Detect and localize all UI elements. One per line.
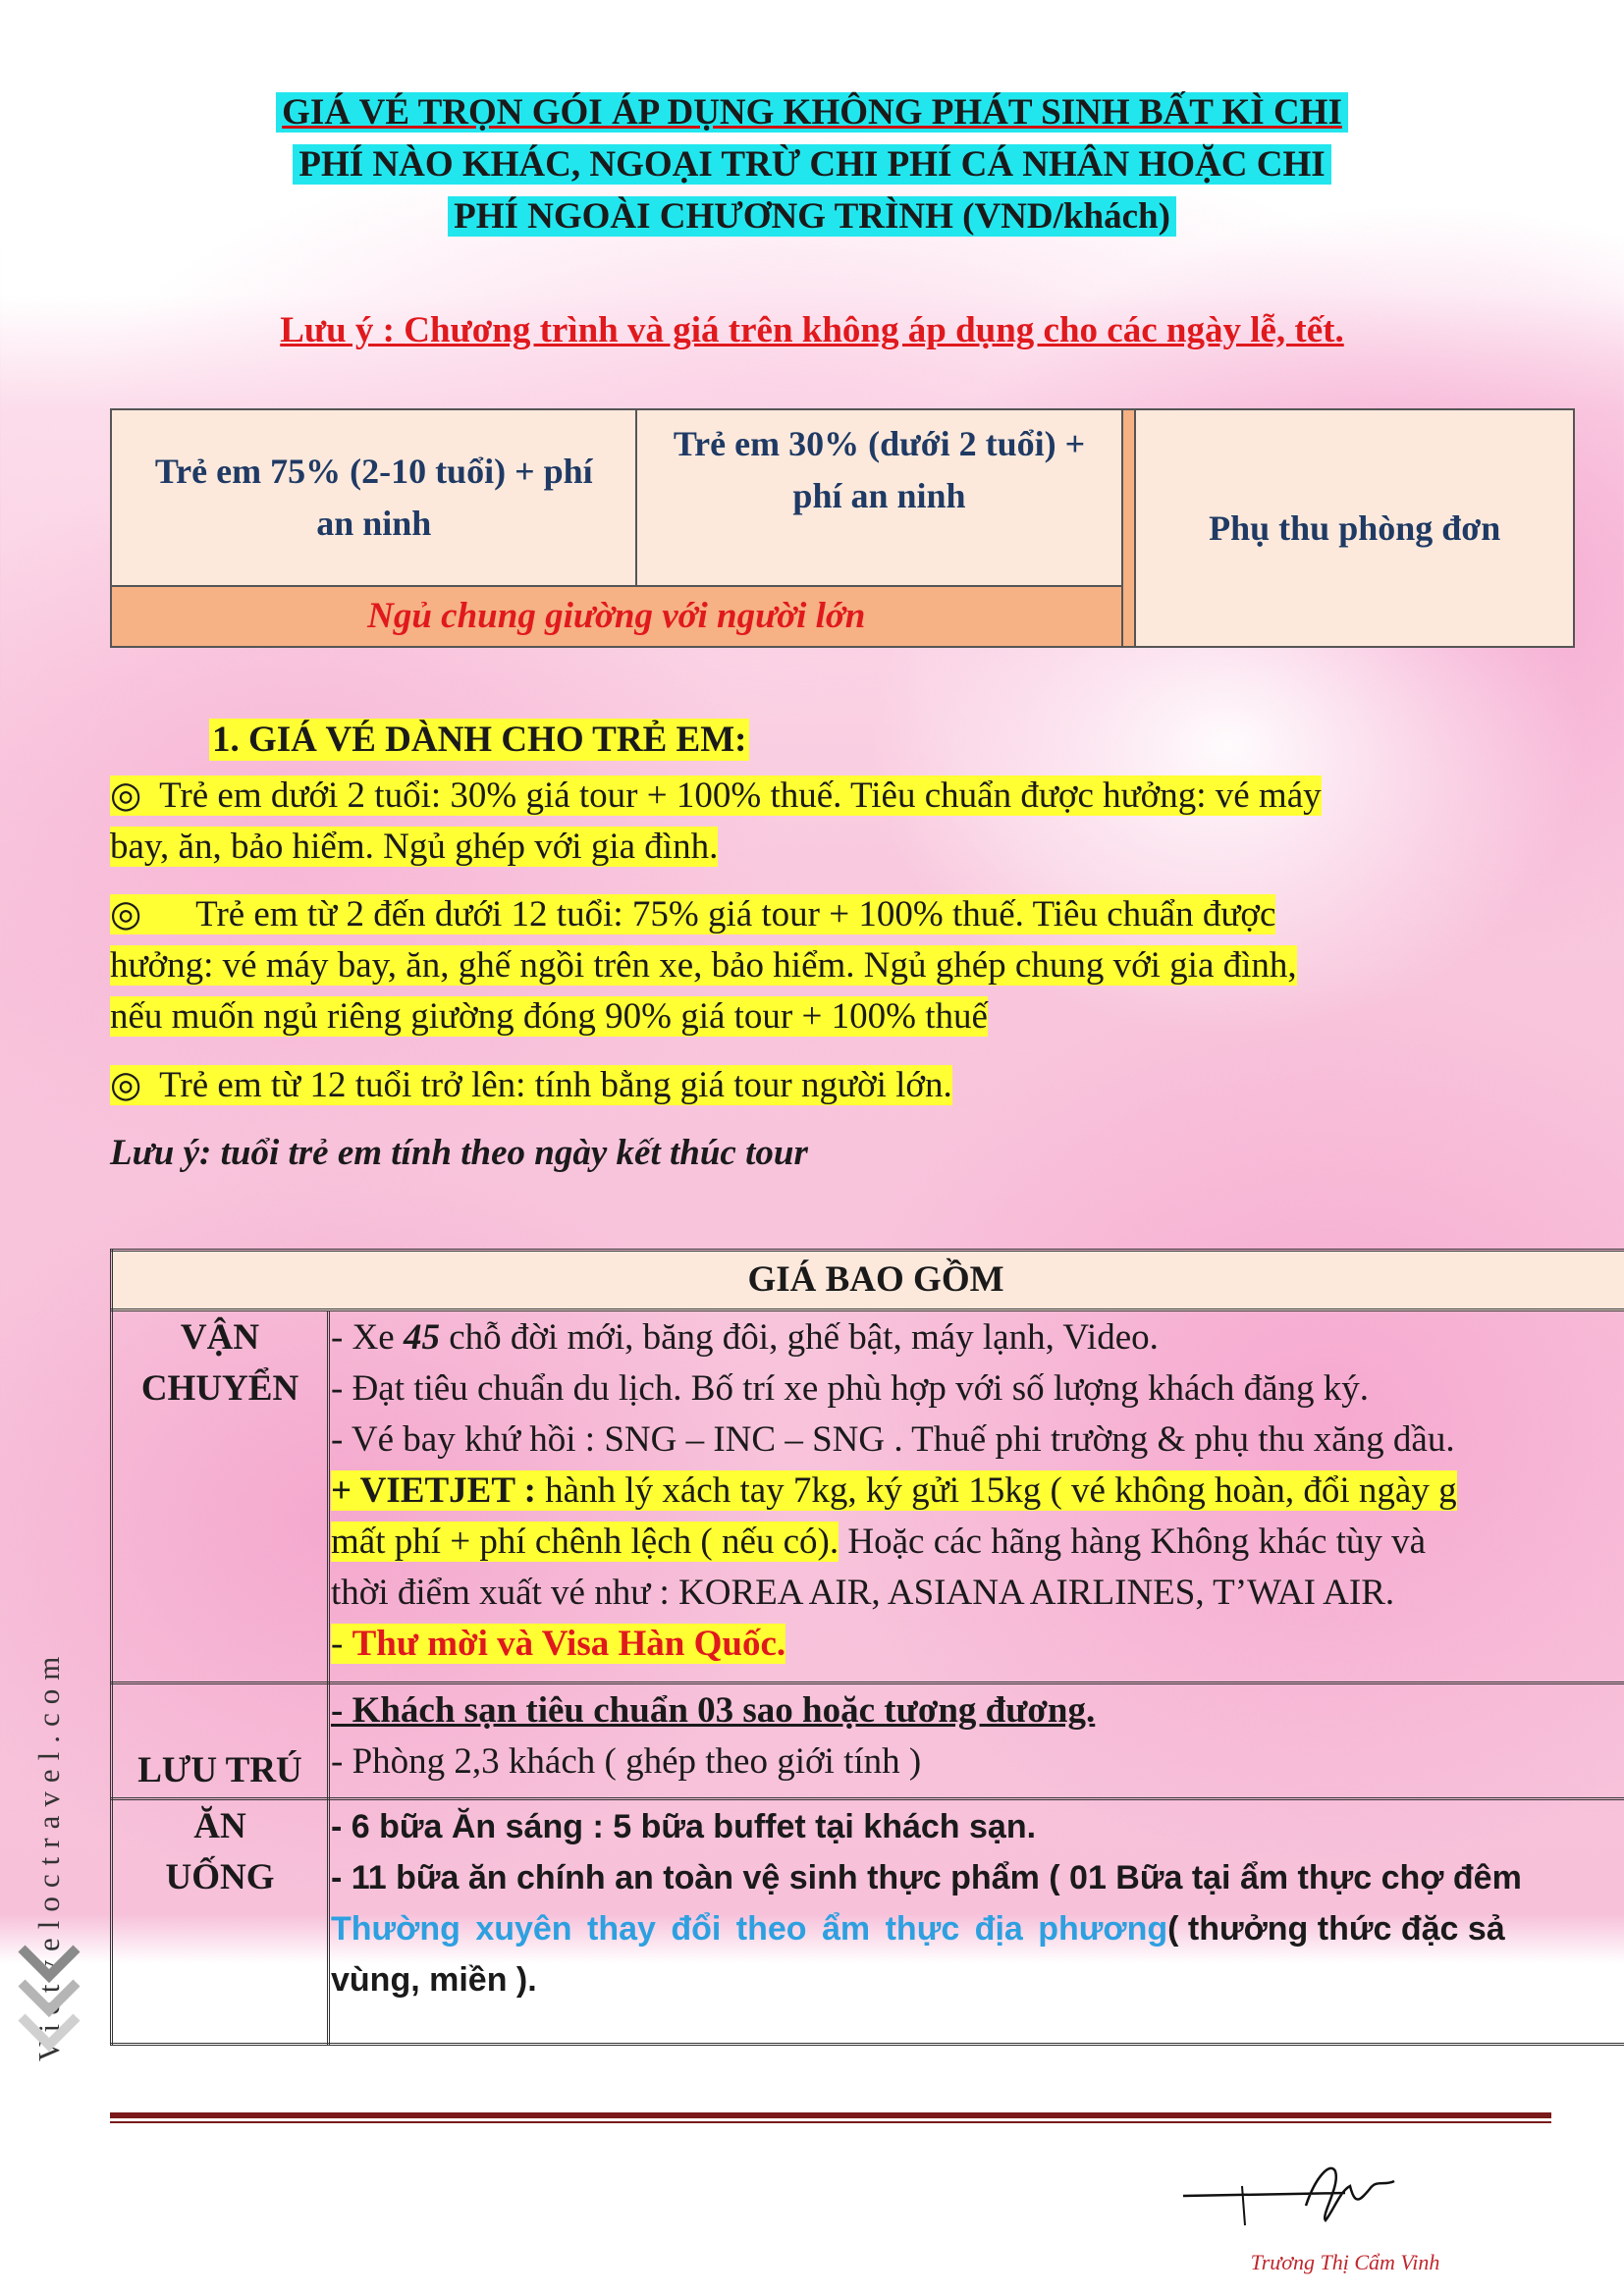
child-rule-2-line-1: Trẻ em từ 2 đến dưới 12 tuổi: 75% giá tour + 100% thuế. Tiêu chuẩn được [195,894,1276,934]
transport-line-5: mất phí + phí chênh lệch ( nếu có). Hoặc các hãng hàng Không khác tùy và [331,1522,1427,1562]
transport-line-6: thời điểm xuất vé như : KOREA AIR, ASIANA AIRLINES, T’WAI AIR. [331,1573,1395,1613]
includes-header: GIÁ BAO GỒM [112,1251,1624,1310]
transport-label-1: VẬN [180,1317,260,1358]
transport-line-4: + VIETJET : hành lý xách tay 7kg, ký gửi 15kg ( vé không hoàn, đổi ngày g [331,1470,1457,1511]
child-30-cell [636,409,1121,586]
child-75-cell [111,409,636,586]
meals-label [112,1799,329,2045]
meals-line-1: - 6 bữa Ăn sáng : 5 bữa buffet tại khách sạn. [331,1808,1037,1845]
child-rule-1-line-1: Trẻ em dưới 2 tuổi: 30% giá tour + 100% thuế. Tiêu chuẩn được hưởng: vé máy [159,775,1322,816]
holiday-note: Lưu ý : Chương trình và giá trên không áp dụng cho các ngày lễ, tết. [280,310,1344,350]
svg-text:Trương Thị Cẩm Vinh: Trương Thị Cẩm Vinh [1250,2250,1440,2274]
shared-bed-cell: Ngủ chung giường với người lớn [111,586,1122,647]
transport-line-2: - Đạt tiêu chuẩn du lịch. Bố trí xe phù hợp với số lượng khách đăng ký. [331,1368,1370,1409]
meals-line-4: vùng, miền ). [331,1961,537,1999]
title-line-1: GIÁ VÉ TRỌN GÓI ÁP DỤNG KHÔNG PHÁT SINH BẤT KÌ CHI [276,92,1348,133]
meals-label-1: ĂN [193,1806,246,1846]
child-rule-1-line-2: bay, ăn, bảo hiểm. Ngủ ghép với gia đình. [110,827,719,867]
lodging-line-2: - Phòng 2,3 khách ( ghép theo giới tính ) [331,1741,922,1782]
transport-line-1: - Xe 45 chỗ đời mới, băng đôi, ghế bật, máy lạnh, Video. [331,1317,1159,1358]
lodging-label: LƯU TRÚ [112,1683,329,1799]
meals-line-3: Thường xuyên thay đổi theo ẩm thực địa phương( thưởng thức đặc sả [331,1910,1505,1948]
child-price-table [110,408,1575,648]
page-title [147,86,1477,242]
title-line-3: PHÍ NGOÀI CHƯƠNG TRÌNH (VND/khách) [448,196,1176,237]
child-rule-over-12 [110,1060,1524,1111]
meals-line-2: - 11 bữa ăn chính an toàn vệ sinh thực phẩm ( 01 Bữa tại ẩm thực chợ đêm [331,1859,1522,1896]
signature-icon [1159,2132,1537,2287]
transport-content [329,1310,1624,1683]
child-75-label-2: an ninh [316,504,432,543]
meals-label-2: UỐNG [165,1857,275,1897]
bullet-icon: ◎ [110,1065,142,1105]
transport-label [112,1310,329,1683]
bullet-icon: ◎ [110,894,142,934]
column-separator [1122,409,1136,647]
child-75-label-1: Trẻ em 75% (2-10 tuổi) + phí [154,452,593,491]
single-room-cell: Phụ thu phòng đơn [1135,409,1574,647]
footer-rule [110,2112,1551,2118]
logo-chevrons-icon [10,1939,83,2076]
price-includes-table [110,1249,1624,2046]
child-age-note: Lưu ý: tuổi trẻ em tính theo ngày kết thúc tour [110,1133,808,1173]
lodging-content [329,1683,1624,1799]
section-children-title: 1. GIÁ VÉ DÀNH CHO TRẺ EM: [209,719,749,761]
site-watermark: Vietveloctravel.com [31,1647,66,2061]
transport-line-7: - Thư mời và Visa Hàn Quốc. [331,1624,786,1664]
child-rule-under-2 [110,771,1524,873]
lodging-line-1: - Khách sạn tiêu chuẩn 03 sao hoặc tương đương. [331,1690,1096,1731]
child-rule-2-to-12 [110,889,1524,1042]
bullet-icon: ◎ [110,775,142,816]
signature-box [1159,2132,1537,2287]
transport-line-3: - Vé bay khứ hồi : SNG – INC – SNG . Thuế phi trường & phụ thu xăng dầu. [331,1419,1455,1460]
child-rule-2-line-2: hưởng: vé máy bay, ăn, ghế ngồi trên xe, bảo hiểm. Ngủ ghép chung với gia đình, [110,945,1297,986]
child-30-label-2: phí an ninh [792,476,966,515]
child-rule-3-line-1: Trẻ em từ 12 tuổi trở lên: tính bằng giá tour người lớn. [159,1065,952,1105]
child-30-label-1: Trẻ em 30% (dưới 2 tuổi) + [673,424,1086,463]
title-line-2: PHÍ NÀO KHÁC, NGOẠI TRỪ CHI PHÍ CÁ NHÂN HOẶC CHI [293,144,1330,185]
meals-content [329,1799,1624,2045]
footer-rule-thin [110,2121,1551,2123]
child-rule-2-line-3: nếu muốn ngủ riêng giường đóng 90% giá tour + 100% thuế [110,996,988,1037]
transport-label-2: CHUYỂN [140,1368,299,1409]
